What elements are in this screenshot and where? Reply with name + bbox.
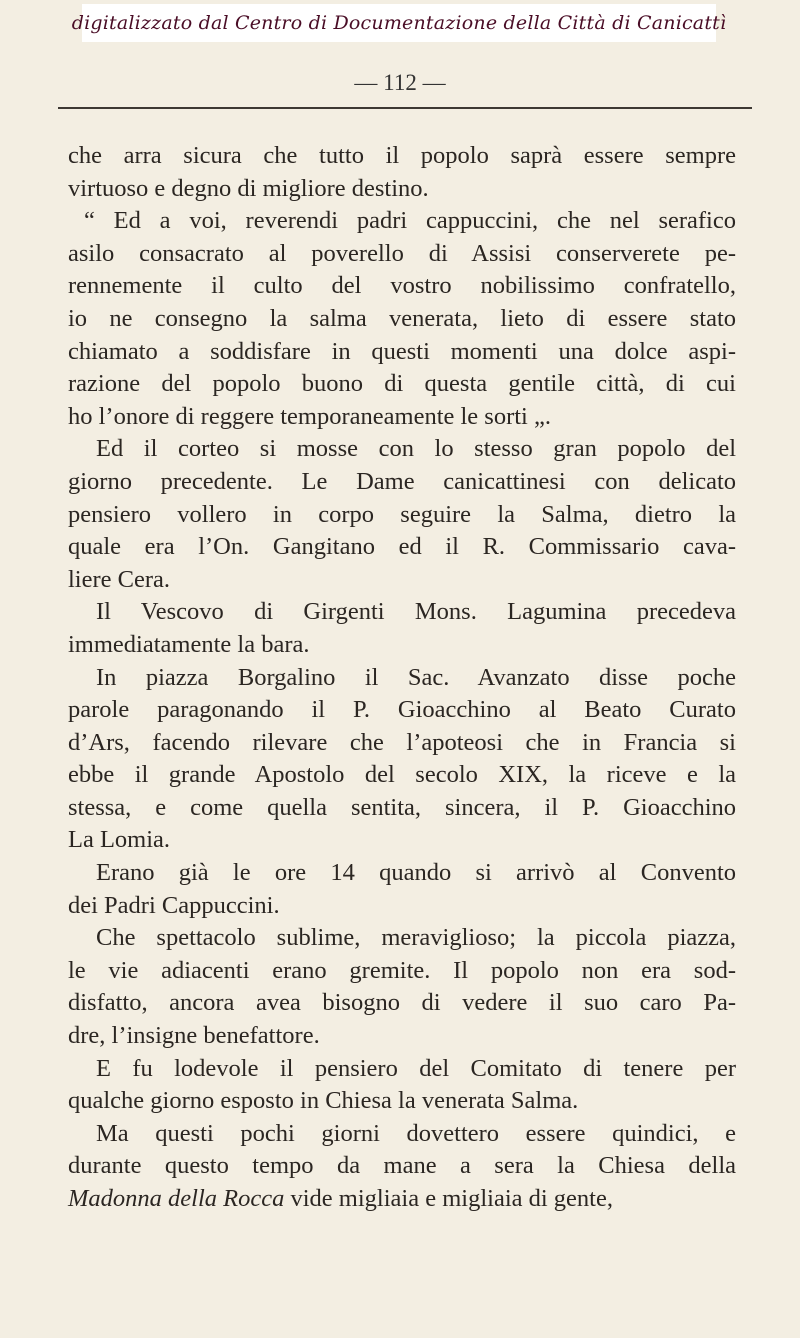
text-line: E fu lodevole il pensiero del Comitato di tenere per [96, 1054, 736, 1082]
text-line: Ma questi pochi giorni dovettero essere quindici, e [96, 1119, 736, 1147]
text-line: dre, l’insigne benefattore. [68, 1022, 320, 1050]
text-line: Ed il corteo si mosse con lo stesso gran popolo del [96, 435, 736, 463]
text-line: “ Ed a voi, reverendi padri cappuccini, che nel serafico [84, 207, 736, 235]
text-line: disfatto, ancora avea bisogno di vedere il suo caro Pa- [68, 989, 736, 1017]
text-line: ebbe il grande Apostolo del secolo XIX, la riceve e la [68, 761, 736, 789]
text-line: io ne consegno la salma venerata, lieto di essere stato [68, 304, 736, 332]
text-line: razione del popolo buono di questa gentile città, di cui [68, 370, 736, 398]
text-line: pensiero vollero in corpo seguire la Salma, dietro la [68, 500, 736, 528]
text-line: dei Padri Cappuccini. [68, 891, 280, 919]
text-line: le vie adiacenti erano gremite. Il popolo non era sod- [68, 956, 736, 984]
text-line: chiamato a soddisfare in questi momenti una dolce aspi- [68, 337, 736, 365]
text-line: Che spettacolo sublime, meraviglioso; la piccola piazza, [96, 924, 736, 952]
text-line: asilo consacrato al poverello di Assisi conserverete pe- [68, 239, 736, 267]
text-line: La Lomia. [68, 826, 171, 854]
text-line [68, 1183, 736, 1216]
page-number: — 112 — [354, 70, 446, 95]
text-line: liere Cera. [68, 565, 171, 593]
church-name-italic: Madonna della Rocca [68, 1185, 285, 1212]
final-line-rest: vide migliaia e migliaia di gente, [284, 1185, 613, 1212]
text-line: Erano già le ore 14 quando si arrivò al Convento [96, 859, 736, 887]
text-line: giorno precedente. Le Dame canicattinesi con delicato [68, 467, 736, 495]
text-line: virtuoso e degno di migliore destino. [68, 174, 429, 202]
text-line: quale era l’On. Gangitano ed il R. Commissario cava- [68, 533, 736, 561]
text-line: In piazza Borgalino il Sac. Avanzato disse poche [96, 663, 736, 691]
text-line: immediatamente la bara. [68, 630, 310, 658]
body-text [68, 140, 736, 1216]
text-line: parole paragonando il P. Gioacchino al Beato Curato [68, 696, 736, 724]
text-line: Il Vescovo di Girgenti Mons. Lagumina precedeva [96, 598, 736, 626]
text-line: durante questo tempo da mane a sera la Chiesa della [68, 1152, 736, 1180]
header-rule [58, 107, 752, 109]
text-line: che arra sicura che tutto il popolo saprà essere sempre [68, 142, 736, 169]
text-line: stessa, e come quella sentita, sincera, il P. Gioacchino [68, 793, 736, 821]
text-line: d’Ars, facendo rilevare che l’apoteosi che in Francia si [68, 728, 736, 756]
text-line: ho l’onore di reggere temporaneamente le sorti „. [68, 402, 551, 430]
text-line: rennemente il culto del vostro nobilissimo confratello, [68, 272, 736, 300]
text-line: qualche giorno esposto in Chiesa la venerata Salma. [68, 1087, 579, 1115]
watermark-text: digitalizzato dal Centro di Documentazione della Città di Canicattì [71, 12, 727, 34]
watermark-banner [71, 4, 727, 42]
